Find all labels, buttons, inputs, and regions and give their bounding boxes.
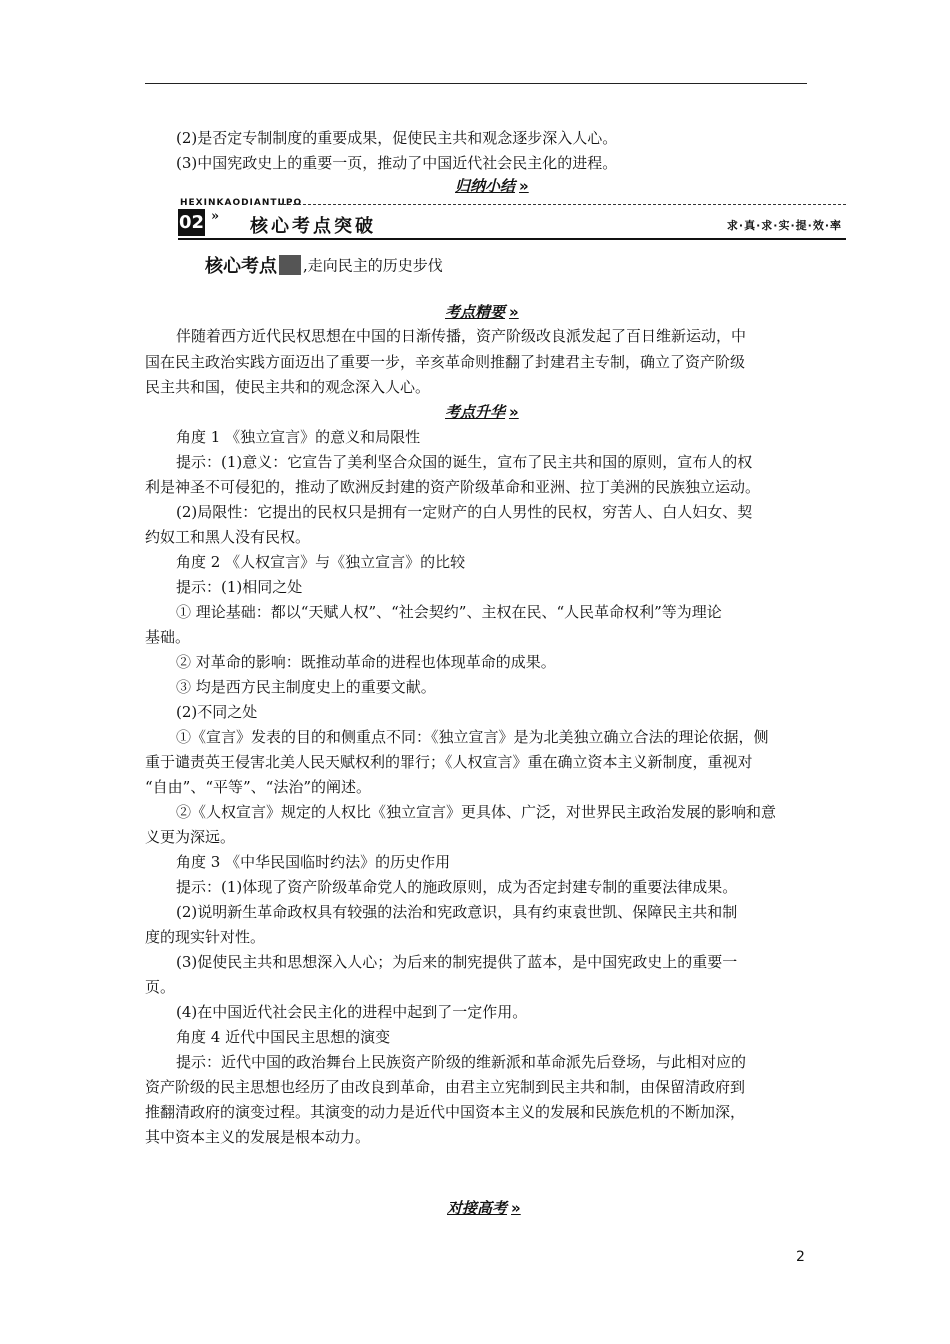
gaokao-heading <box>447 1198 521 1218</box>
angle-text: (3)促使民主共和思想深入人心；为后来的制宪提供了蓝本，是中国宪政史上的重要一 <box>176 953 738 971</box>
essence-line: 民主共和国，使民主共和的观念深入人心。 <box>145 378 431 396</box>
sublimation-heading <box>445 402 519 422</box>
angle-text: 提示：(1)体现了资产阶级革命党人的施政原则，成为否定封建专制的重要法律成果。 <box>176 878 738 896</box>
banner-dashed-rule <box>278 204 846 205</box>
essence-line: 伴随着西方近代民权思想在中国的日渐传播，资产阶级改良派发起了百日维新运动，中 <box>176 327 747 345</box>
angle-title: 角度 3 《中华民国临时约法》的历史作用 <box>176 853 451 871</box>
key-point-label: 核心考点 <box>205 256 277 277</box>
essence-line: 国在民主政治实践方面迈出了重要一步，辛亥革命则推翻了封建君主专制，确立了资产阶级 <box>145 353 746 371</box>
header-rule <box>145 83 807 84</box>
angle-text: ② 对革命的影响：既推动革命的进程也体现革命的成果。 <box>176 653 556 671</box>
angle-text: ③ 均是西方民主制度史上的重要文献。 <box>176 678 436 696</box>
intro-line: (2)是否定专制制度的重要成果，促使民主共和观念逐步深入人心。 <box>176 129 618 147</box>
intro-line: (3)中国宪政史上的重要一页，推动了中国近代社会民主化的进程。 <box>176 154 618 172</box>
section-motto: 求·真·求·实·提·效·率 <box>726 219 842 232</box>
angle-text: 基础。 <box>145 628 191 646</box>
angle-text: 提示：(1)意义：它宣告了美利坚合众国的诞生，宣布了民主共和国的原则，宣布人的权 <box>176 453 753 471</box>
angle-text: 利是神圣不可侵犯的，推动了欧洲反封建的资产阶级革命和亚洲、拉丁美洲的民族独立运动。 <box>145 478 761 496</box>
angle-text: 页。 <box>145 978 176 996</box>
sublimation-heading-text: 考点升华 <box>445 403 506 421</box>
angle-text: ①《宣言》发表的目的和侧重点不同：《独立宣言》是为北美独立确立合法的理论依据，侧 <box>176 728 769 746</box>
page-number: 2 <box>796 1249 805 1265</box>
angle-title: 角度 4 近代中国民主思想的演变 <box>176 1028 391 1046</box>
double-chevron-icon: » <box>511 1199 521 1217</box>
gaokao-heading-text: 对接高考 <box>447 1199 508 1217</box>
summary-heading-text: 归纳小结 <box>455 177 516 195</box>
double-chevron-icon: » <box>211 209 220 224</box>
section-title: 核心考点突破 <box>250 216 376 237</box>
angle-text: 重于谴责英王侵害北美人民天赋权利的罪行；《人权宣言》重在确立资本主义新制度，重视对 <box>145 753 753 771</box>
angle-title: 角度 2 《人权宣言》与《独立宣言》的比较 <box>176 553 466 571</box>
angle-text: “自由”、“平等”、“法治”的阐述。 <box>145 778 372 796</box>
double-chevron-icon: » <box>509 303 519 321</box>
section-banner <box>178 198 846 240</box>
angle-text: 提示：近代中国的政治舞台上民族资产阶级的维新派和革命派先后登场，与此相对应的 <box>176 1053 747 1071</box>
angle-text: 度的现实针对性。 <box>145 928 266 946</box>
summary-heading <box>455 176 529 196</box>
key-point-title: ,走向民主的历史步伐 <box>303 256 443 275</box>
essence-heading-text: 考点精要 <box>445 303 506 321</box>
key-point-number-box <box>279 255 301 275</box>
double-chevron-icon: » <box>519 177 529 195</box>
banner-bottom-rule <box>178 238 846 240</box>
angle-text: 义更为深远。 <box>145 828 236 846</box>
section-number-badge: 02 <box>178 209 205 236</box>
angle-text: 其中资本主义的发展是根本动力。 <box>145 1128 371 1146</box>
angle-text: (2)说明新生革命政权具有较强的法治和宪政意识，具有约束袁世凯、保障民主共和制 <box>176 903 738 921</box>
angle-title: 角度 1 《独立宣言》的意义和局限性 <box>176 428 421 446</box>
angle-text: ① 理论基础：都以“天赋人权”、“社会契约”、主权在民、“人民革命权利”等为理论 <box>176 603 722 621</box>
angle-text: (2)局限性：它提出的民权只是拥有一定财产的白人男性的民权，穷苦人、白人妇女、契 <box>176 503 753 521</box>
angle-text: 资产阶级的民主思想也经历了由改良到革命，由君主立宪制到民主共和制，由保留清政府到 <box>145 1078 746 1096</box>
angle-text: (2)不同之处 <box>176 703 258 721</box>
angle-text: (4)在中国近代社会民主化的进程中起到了一定作用。 <box>176 1003 528 1021</box>
angle-text: 约奴工和黑人没有民权。 <box>145 528 311 546</box>
essence-heading <box>445 302 519 322</box>
angle-text: ②《人权宣言》规定的人权比《独立宣言》更具体、广泛，对世界民主政治发展的影响和意 <box>176 803 777 821</box>
angle-text: 推翻清政府的演变过程。其演变的动力是近代中国资本主义的发展和民族危机的不断加深， <box>145 1103 746 1121</box>
double-chevron-icon: » <box>509 403 519 421</box>
key-point-heading <box>205 252 443 278</box>
angle-text: 提示：(1)相同之处 <box>176 578 303 596</box>
banner-pinyin: HEXINKAODIANTUPO <box>180 198 303 208</box>
